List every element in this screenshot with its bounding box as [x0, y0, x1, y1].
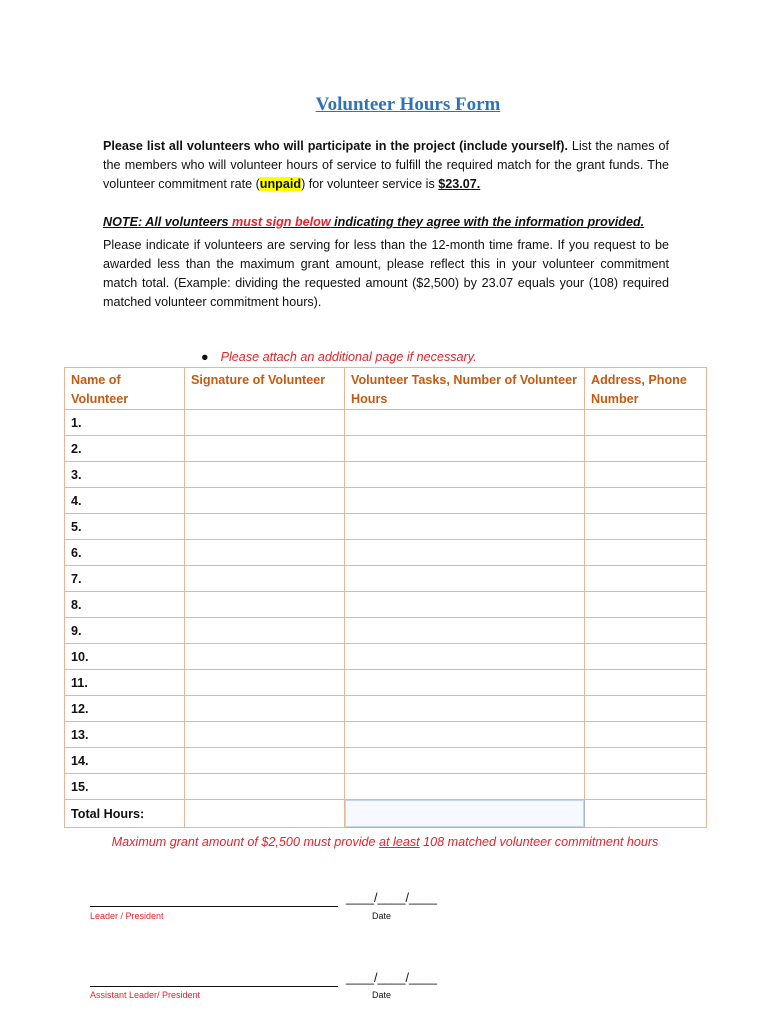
intro-bold: Please list all volunteers who will participate in the project (include yourself).: [103, 139, 568, 153]
row-number: 4.: [65, 488, 185, 514]
row-number: 8.: [65, 592, 185, 618]
signature-cell[interactable]: [185, 618, 345, 644]
row-number: 2.: [65, 436, 185, 462]
address-cell[interactable]: [585, 774, 707, 800]
tasks-cell[interactable]: [345, 722, 585, 748]
table-row: [65, 618, 707, 644]
row-number: 3.: [65, 462, 185, 488]
row-number: 12.: [65, 696, 185, 722]
table-row: [65, 540, 707, 566]
assistant-date-label: Date: [372, 990, 392, 1000]
leader-date-field[interactable]: ____/____/____: [346, 891, 438, 905]
signature-cell[interactable]: [185, 722, 345, 748]
row-number: 10.: [65, 644, 185, 670]
leader-signature-line[interactable]: [90, 906, 338, 907]
table-row: [65, 410, 707, 436]
address-cell[interactable]: [585, 566, 707, 592]
row-number: 7.: [65, 566, 185, 592]
signature-cell[interactable]: [185, 644, 345, 670]
tasks-cell[interactable]: [345, 748, 585, 774]
signature-cell[interactable]: [185, 462, 345, 488]
note-must-sign: must sign below: [232, 215, 331, 229]
max-after: 108 matched volunteer commitment hours: [419, 835, 659, 849]
instructions-paragraph: Please indicate if volunteers are serving for less than the 12-month time frame. If you request to be awarded less than the maximum grant amount, please reflect this in your volunteer commitment match total. (Example: dividing the requested amount ($2,500) by 23.07 equals your (108) required matched volunteer commitment hours).: [103, 238, 669, 309]
total-hours-label: Total Hours:: [65, 800, 185, 828]
rate-value: $23.07.: [438, 177, 481, 191]
tasks-cell[interactable]: [345, 514, 585, 540]
tasks-cell[interactable]: [345, 462, 585, 488]
address-cell[interactable]: [585, 748, 707, 774]
table-row: [65, 514, 707, 540]
signature-cell[interactable]: [185, 488, 345, 514]
maximum-grant-note: [0, 835, 770, 849]
table-row: [65, 670, 707, 696]
assistant-date-field[interactable]: ____/____/____: [346, 971, 438, 985]
bullet-icon: ●: [201, 350, 209, 364]
intro-paragraph: [103, 137, 669, 194]
address-cell[interactable]: [585, 722, 707, 748]
note-middle: indicating they agree with the information: [330, 215, 588, 229]
form-title: Volunteer Hours Form: [315, 94, 501, 115]
address-cell[interactable]: [585, 462, 707, 488]
header-signature: Signature of Volunteer: [185, 368, 345, 410]
address-cell[interactable]: [585, 488, 707, 514]
attach-note: [201, 350, 477, 364]
table-row: [65, 748, 707, 774]
unpaid-highlight: unpaid: [259, 177, 302, 191]
note-suffix: provided.: [587, 215, 645, 229]
table-row: [65, 774, 707, 800]
total-hours-input[interactable]: [345, 800, 585, 828]
table-row: [65, 436, 707, 462]
table-row: [65, 566, 707, 592]
leader-date-label: Date: [372, 911, 392, 921]
signature-cell[interactable]: [185, 436, 345, 462]
address-cell[interactable]: [585, 618, 707, 644]
intro-text-2: ) for volunteer service is: [301, 177, 439, 191]
address-cell[interactable]: [585, 540, 707, 566]
tasks-cell[interactable]: [345, 644, 585, 670]
signature-cell[interactable]: [185, 540, 345, 566]
signature-cell[interactable]: [185, 592, 345, 618]
intro-text-1: List the names of the members who will volunteer hours of service to fulfill the required match for the grant funds. The volunteer commitment rate (: [103, 139, 670, 191]
table-row: [65, 488, 707, 514]
tasks-cell[interactable]: [345, 540, 585, 566]
tasks-cell[interactable]: [345, 670, 585, 696]
table-row: [65, 722, 707, 748]
address-cell[interactable]: [585, 696, 707, 722]
row-number: 5.: [65, 514, 185, 540]
address-cell[interactable]: [585, 514, 707, 540]
signature-cell[interactable]: [185, 514, 345, 540]
table-row: [65, 696, 707, 722]
row-number: 1.: [65, 410, 185, 436]
assistant-signature-line[interactable]: [90, 986, 338, 987]
header-address: Address, Phone Number: [585, 368, 707, 410]
row-number: 9.: [65, 618, 185, 644]
table-row: [65, 592, 707, 618]
note-prefix: NOTE: All volunteers: [103, 215, 232, 229]
volunteer-table: [64, 367, 707, 828]
signature-cell[interactable]: [185, 410, 345, 436]
address-cell[interactable]: [585, 592, 707, 618]
tasks-cell[interactable]: [345, 592, 585, 618]
tasks-cell[interactable]: [345, 618, 585, 644]
row-number: 14.: [65, 748, 185, 774]
tasks-cell[interactable]: [345, 436, 585, 462]
tasks-cell[interactable]: [345, 488, 585, 514]
leader-label: Leader / President: [90, 911, 164, 921]
signature-cell[interactable]: [185, 670, 345, 696]
address-cell[interactable]: [585, 410, 707, 436]
attach-note-text: Please attach an additional page if necessary.: [220, 350, 477, 364]
signature-cell[interactable]: [185, 566, 345, 592]
note-line: [103, 213, 669, 232]
row-number: 11.: [65, 670, 185, 696]
row-number: 6.: [65, 540, 185, 566]
assistant-label: Assistant Leader/ President: [90, 990, 201, 1000]
total-empty-cell: [185, 800, 345, 828]
tasks-cell[interactable]: [345, 410, 585, 436]
header-name: Name of Volunteer: [65, 368, 185, 410]
max-before: Maximum grant amount of $2,500 must provide: [111, 835, 380, 849]
signature-cell[interactable]: [185, 696, 345, 722]
max-underlined: at least: [379, 835, 420, 849]
table-row: [65, 462, 707, 488]
header-tasks: Volunteer Tasks, Number of Volunteer Hours: [345, 368, 585, 410]
tasks-cell[interactable]: [345, 566, 585, 592]
tasks-cell[interactable]: [345, 696, 585, 722]
table-row: [65, 644, 707, 670]
total-empty-cell: [585, 800, 707, 828]
row-number: 13.: [65, 722, 185, 748]
signature-cell[interactable]: [185, 774, 345, 800]
signature-cell[interactable]: [185, 748, 345, 774]
total-row: [65, 800, 707, 828]
address-cell[interactable]: [585, 670, 707, 696]
tasks-cell[interactable]: [345, 774, 585, 800]
row-number: 15.: [65, 774, 185, 800]
address-cell[interactable]: [585, 436, 707, 462]
address-cell[interactable]: [585, 644, 707, 670]
